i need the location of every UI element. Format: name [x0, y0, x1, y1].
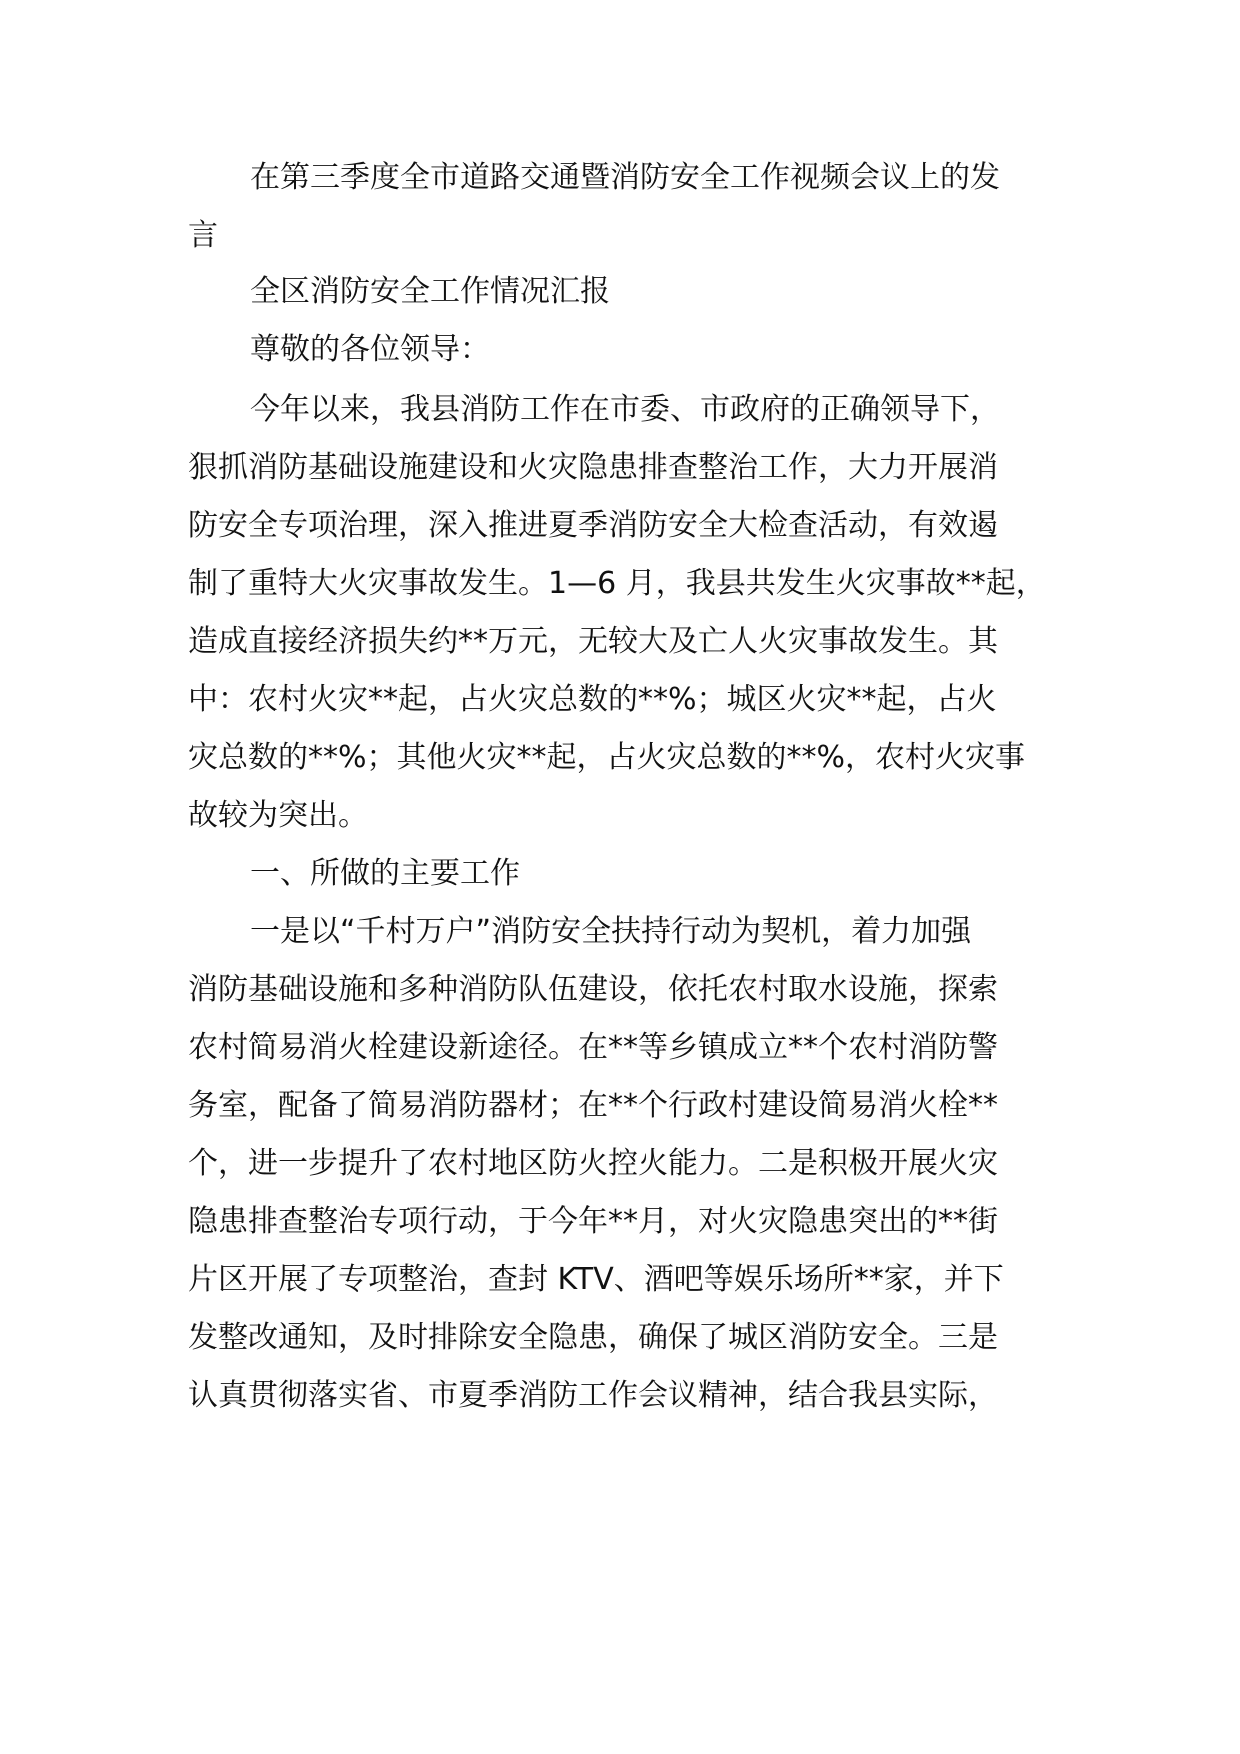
paragraph-1-line-6: 中：农村火灾**起，占火灾总数的**%；城区火灾**起，占火: [188, 682, 997, 717]
paragraph-2-line-5: 个，进一步提升了农村地区防火控火能力。二是积极开展火灾: [188, 1146, 998, 1181]
paragraph-2-line-8: 发整改通知，及时排除安全隐患，确保了城区消防安全。三是: [188, 1320, 998, 1355]
paragraph-2-line-1: 一是以“千村万户”消防安全扶持行动为契机，着力加强: [250, 914, 972, 949]
section-heading: 一、所做的主要工作: [250, 856, 520, 891]
paragraph-1-line-7: 灾总数的**%；其他火灾**起，占火灾总数的**%，农村火灾事: [188, 740, 1026, 775]
paragraph-2-line-4: 务室，配备了简易消防器材；在**个行政村建设简易消火栓**: [188, 1088, 998, 1123]
paragraph-2-line-7: 片区开展了专项整治，查封 KTV、酒吧等娱乐场所**家，并下: [188, 1262, 1004, 1297]
salutation: 尊敬的各位领导：: [250, 332, 490, 367]
paragraph-1-line-4: 制了重特大火灾事故发生。1—6 月，我县共发生火灾事故**起，: [188, 566, 1046, 601]
paragraph-1-line-5: 造成直接经济损失约**万元，无较大及亡人火灾事故发生。其: [188, 624, 998, 659]
document-title-line-1: 在第三季度全市道路交通暨消防安全工作视频会议上的发: [250, 160, 1000, 195]
document-subtitle: 全区消防安全工作情况汇报: [250, 274, 610, 309]
paragraph-2-line-9: 认真贯彻落实省、市夏季消防工作会议精神，结合我县实际，: [188, 1378, 998, 1413]
paragraph-1-line-2: 狠抓消防基础设施建设和火灾隐患排查整治工作，大力开展消: [188, 450, 998, 485]
paragraph-2-line-2: 消防基础设施和多种消防队伍建设，依托农村取水设施，探索: [188, 972, 998, 1007]
paragraph-2-line-3: 农村简易消火栓建设新途径。在**等乡镇成立**个农村消防警: [188, 1030, 998, 1065]
document-title-line-2: 言: [188, 218, 218, 253]
paragraph-1-line-1: 今年以来，我县消防工作在市委、市政府的正确领导下，: [250, 392, 1000, 427]
paragraph-1-line-8: 故较为突出。: [188, 798, 368, 833]
paragraph-1-line-3: 防安全专项治理，深入推进夏季消防安全大检查活动，有效遏: [188, 508, 998, 543]
paragraph-2-line-6: 隐患排查整治专项行动，于今年**月，对火灾隐患突出的**街: [188, 1204, 998, 1239]
